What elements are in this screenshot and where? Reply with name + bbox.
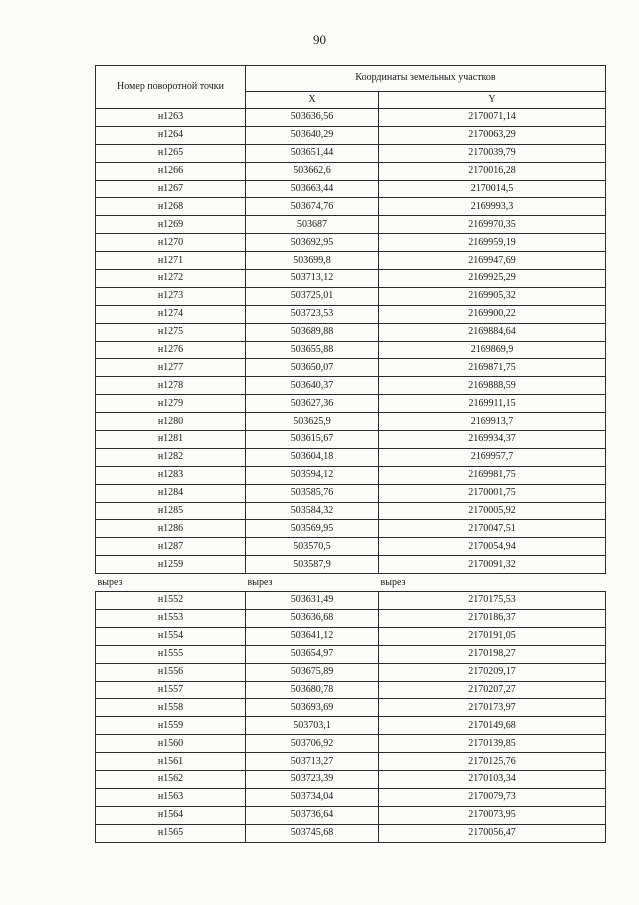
point-cell: н1265: [96, 144, 246, 162]
x-cell: 503655,88: [246, 341, 379, 359]
y-cell: 2169947,69: [379, 252, 606, 270]
x-cell: 503651,44: [246, 144, 379, 162]
table-row: [96, 341, 606, 359]
y-cell: 2170063,29: [379, 126, 606, 144]
point-cell: н1283: [96, 466, 246, 484]
page-number: 90: [313, 32, 326, 47]
y-cell: 2170139,85: [379, 735, 606, 753]
point-cell: н1268: [96, 198, 246, 216]
y-cell: 2169905,32: [379, 287, 606, 305]
point-cell: н1277: [96, 359, 246, 377]
point-cell: н1558: [96, 699, 246, 717]
y-cell: 2170039,79: [379, 144, 606, 162]
point-cell: н1287: [96, 538, 246, 556]
table-row: [96, 538, 606, 556]
y-cell: 2170091,32: [379, 556, 606, 574]
table-row: [96, 395, 606, 413]
table-row: [96, 627, 606, 645]
table-row: [96, 234, 606, 252]
x-cell: 503625,9: [246, 413, 379, 431]
y-cell: 2170079,73: [379, 788, 606, 806]
x-cell: 503662,6: [246, 162, 379, 180]
y-cell: 2170014,5: [379, 180, 606, 198]
point-cell: н1279: [96, 395, 246, 413]
x-cell: 503713,12: [246, 270, 379, 288]
table-row: [96, 502, 606, 520]
point-cell: н1562: [96, 770, 246, 788]
point-cell: н1564: [96, 806, 246, 824]
table-row: [96, 770, 606, 788]
x-cell: 503745,68: [246, 824, 379, 842]
table-row: [96, 413, 606, 431]
y-cell: 2169934,37: [379, 431, 606, 449]
x-cell: 503687: [246, 216, 379, 234]
table-body: [96, 109, 606, 843]
point-cell: н1259: [96, 556, 246, 574]
y-cell: 2170056,47: [379, 824, 606, 842]
x-cell: 503699,8: [246, 252, 379, 270]
table-row: [96, 216, 606, 234]
table-row: [96, 484, 606, 502]
table-row: [96, 109, 606, 127]
table-row: [96, 788, 606, 806]
table-row: [96, 735, 606, 753]
x-cell: 503627,36: [246, 395, 379, 413]
point-cell: н1557: [96, 681, 246, 699]
y-cell: 2170186,37: [379, 609, 606, 627]
x-cell: 503703,1: [246, 717, 379, 735]
x-cell: 503713,27: [246, 753, 379, 771]
y-cell: 2169970,35: [379, 216, 606, 234]
x-cell: 503680,78: [246, 681, 379, 699]
table-row: [96, 198, 606, 216]
table-row: [96, 520, 606, 538]
point-cell: н1565: [96, 824, 246, 842]
table-row: [96, 377, 606, 395]
table-row: [96, 252, 606, 270]
x-cell: 503640,37: [246, 377, 379, 395]
point-cell: н1284: [96, 484, 246, 502]
header-y: Y: [379, 91, 606, 108]
x-cell: 503706,92: [246, 735, 379, 753]
x-cell: 503689,88: [246, 323, 379, 341]
y-cell: 2170191,05: [379, 627, 606, 645]
x-cell: 503585,76: [246, 484, 379, 502]
x-cell: 503663,44: [246, 180, 379, 198]
point-cell: н1282: [96, 448, 246, 466]
point-cell: н1285: [96, 502, 246, 520]
y-cell: 2169871,75: [379, 359, 606, 377]
table-row: [96, 287, 606, 305]
x-cell: 503692,95: [246, 234, 379, 252]
table-row: [96, 609, 606, 627]
y-cell: 2170125,76: [379, 753, 606, 771]
table-row: [96, 359, 606, 377]
x-cell: 503693,69: [246, 699, 379, 717]
y-cell: 2169959,19: [379, 234, 606, 252]
cut-row: [96, 574, 606, 592]
point-cell: н1561: [96, 753, 246, 771]
table-row: [96, 699, 606, 717]
table-row: [96, 717, 606, 735]
y-cell: 2169993,3: [379, 198, 606, 216]
point-cell: н1556: [96, 663, 246, 681]
table-row: [96, 681, 606, 699]
y-cell: 2170016,28: [379, 162, 606, 180]
x-cell: 503723,39: [246, 770, 379, 788]
point-cell: н1559: [96, 717, 246, 735]
y-cell: вырез: [379, 574, 606, 592]
y-cell: 2169925,29: [379, 270, 606, 288]
table-row: [96, 323, 606, 341]
point-cell: н1286: [96, 520, 246, 538]
point-cell: н1272: [96, 270, 246, 288]
point-cell: н1276: [96, 341, 246, 359]
point-cell: н1275: [96, 323, 246, 341]
point-cell: н1560: [96, 735, 246, 753]
x-cell: 503723,53: [246, 305, 379, 323]
point-cell: н1263: [96, 109, 246, 127]
x-cell: 503640,29: [246, 126, 379, 144]
x-cell: 503675,89: [246, 663, 379, 681]
point-cell: н1274: [96, 305, 246, 323]
y-cell: 2170198,27: [379, 645, 606, 663]
y-cell: 2170047,51: [379, 520, 606, 538]
table-row: [96, 663, 606, 681]
y-cell: 2170005,92: [379, 502, 606, 520]
y-cell: 2170103,34: [379, 770, 606, 788]
table-row: [96, 448, 606, 466]
table-row: [96, 824, 606, 842]
point-cell: н1271: [96, 252, 246, 270]
point-cell: н1553: [96, 609, 246, 627]
x-cell: 503604,18: [246, 448, 379, 466]
x-cell: 503636,56: [246, 109, 379, 127]
x-cell: 503725,01: [246, 287, 379, 305]
table-row: [96, 180, 606, 198]
y-cell: 2170071,14: [379, 109, 606, 127]
table-row: [96, 270, 606, 288]
coordinates-table: [95, 65, 606, 843]
point-cell: н1280: [96, 413, 246, 431]
x-cell: 503736,64: [246, 806, 379, 824]
table-row: [96, 466, 606, 484]
header-point-number: Номер поворотной точки: [96, 66, 246, 109]
table-row: [96, 592, 606, 610]
x-cell: 503654,97: [246, 645, 379, 663]
point-cell: н1281: [96, 431, 246, 449]
y-cell: 2169884,64: [379, 323, 606, 341]
y-cell: 2170001,75: [379, 484, 606, 502]
point-cell: н1555: [96, 645, 246, 663]
y-cell: 2170175,53: [379, 592, 606, 610]
table-row: [96, 162, 606, 180]
table-row: [96, 806, 606, 824]
x-cell: 503734,04: [246, 788, 379, 806]
point-cell: н1264: [96, 126, 246, 144]
point-cell: вырез: [96, 574, 246, 592]
y-cell: 2169911,15: [379, 395, 606, 413]
x-cell: 503587,9: [246, 556, 379, 574]
y-cell: 2169900,22: [379, 305, 606, 323]
y-cell: 2169981,75: [379, 466, 606, 484]
x-cell: 503569,95: [246, 520, 379, 538]
y-cell: 2170173,97: [379, 699, 606, 717]
y-cell: 2170073,95: [379, 806, 606, 824]
y-cell: 2169869,9: [379, 341, 606, 359]
point-cell: н1269: [96, 216, 246, 234]
x-cell: 503570,5: [246, 538, 379, 556]
x-cell: 503674,76: [246, 198, 379, 216]
y-cell: 2170207,27: [379, 681, 606, 699]
x-cell: 503615,67: [246, 431, 379, 449]
y-cell: 2170054,94: [379, 538, 606, 556]
y-cell: 2169957,7: [379, 448, 606, 466]
x-cell: 503650,07: [246, 359, 379, 377]
y-cell: 2169913,7: [379, 413, 606, 431]
table-row: [96, 556, 606, 574]
y-cell: 2170149,68: [379, 717, 606, 735]
table-row: [96, 305, 606, 323]
point-cell: н1278: [96, 377, 246, 395]
point-cell: н1554: [96, 627, 246, 645]
header-x: X: [246, 91, 379, 108]
header-coordinates: Координаты земельных участков: [246, 66, 606, 92]
point-cell: н1563: [96, 788, 246, 806]
x-cell: 503636,68: [246, 609, 379, 627]
x-cell: 503594,12: [246, 466, 379, 484]
y-cell: 2169888,59: [379, 377, 606, 395]
point-cell: н1273: [96, 287, 246, 305]
table-row: [96, 126, 606, 144]
table-row: [96, 645, 606, 663]
table-row: [96, 753, 606, 771]
table-row: [96, 144, 606, 162]
point-cell: н1267: [96, 180, 246, 198]
x-cell: 503641,12: [246, 627, 379, 645]
point-cell: н1270: [96, 234, 246, 252]
x-cell: вырез: [246, 574, 379, 592]
table-row: [96, 431, 606, 449]
x-cell: 503584,32: [246, 502, 379, 520]
point-cell: н1266: [96, 162, 246, 180]
y-cell: 2170209,17: [379, 663, 606, 681]
point-cell: н1552: [96, 592, 246, 610]
x-cell: 503631,49: [246, 592, 379, 610]
